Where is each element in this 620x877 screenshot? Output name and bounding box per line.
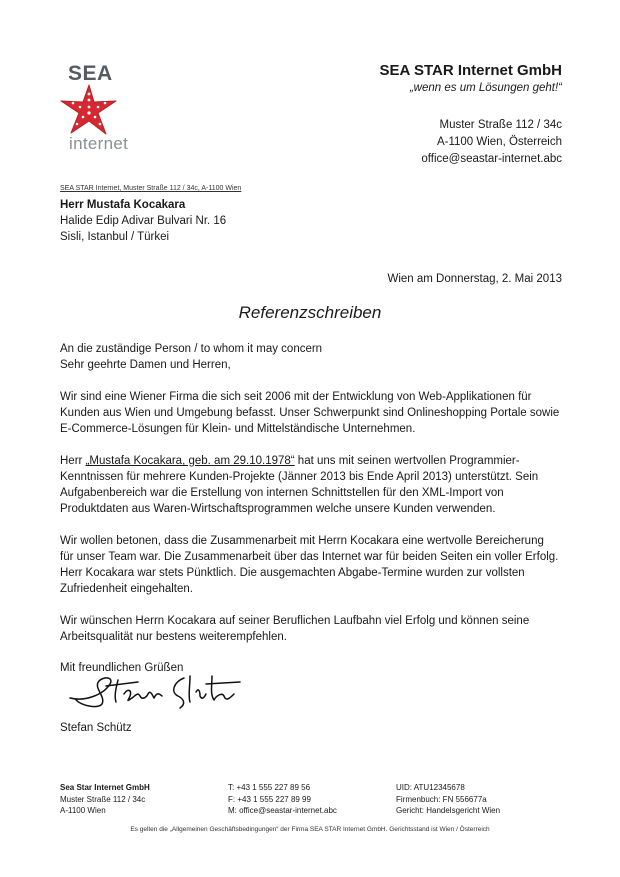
footer-city: A-1100 Wien — [60, 806, 106, 815]
logo-internet-text: internet — [69, 134, 129, 153]
sender-slogan: „wenn es um Lösungen geht!“ — [409, 82, 562, 94]
handwritten-signature — [66, 668, 246, 710]
letter-body — [60, 341, 560, 661]
signer-name: Stefan Schütz — [60, 722, 132, 734]
starfish-icon — [60, 84, 118, 136]
footer-uid: UID: ATU12345678 — [396, 783, 465, 792]
recipient-name: Herr Mustafa Kocakara — [60, 199, 186, 211]
salutation-line-1: An die zuständige Person / to whom it may concern — [60, 343, 323, 355]
paragraph-3: Wir wollen betonen, dass die Zusammenarbeit mit Herrn Kocakara eine wertvolle Bereicherung für unser Team war. Die Zusammenarbeit über das Internet war für beiden Seiten ein voller Erfolg. Herr Kocakara war stets Pünktlich. Die ausgemachten Abgabe-Termine wurden zur vollsten Zufriedenheit eingehalten. — [60, 535, 559, 595]
recipient-city: Sisli, Istanbul / Türkei — [60, 231, 170, 243]
paragraph-2 — [60, 453, 560, 517]
logo-sea-text: SEA — [68, 62, 113, 85]
letter-subject: Referenzschreiben — [238, 303, 382, 322]
footer-contact-column — [228, 782, 337, 817]
paragraph-2-prefix: Herr — [60, 455, 86, 467]
footer-phone: T: +43 1 555 227 89 56 — [228, 783, 311, 792]
company-logo — [58, 62, 148, 162]
sender-address — [379, 117, 562, 168]
letter-date: Wien am Donnerstag, 2. Mai 2013 — [387, 273, 562, 285]
footer-court: Gericht: Handelsgericht Wien — [396, 806, 501, 815]
return-address-line: SEA STAR Internet, Muster Straße 112 / 34c, A-1100 Wien — [60, 185, 242, 192]
footer-company: Sea Star Internet GmbH — [60, 783, 150, 792]
salutation-line-2: Sehr geehrte Damen und Herren, — [60, 359, 231, 371]
footer-company-column — [60, 782, 150, 817]
sender-company: SEA STAR Internet GmbH — [379, 62, 562, 79]
sender-street: Muster Straße 112 / 34c — [439, 119, 562, 131]
closing-greeting: Mit freundlichen Grüßen — [60, 662, 184, 674]
paragraph-2-rest: hat uns mit seinen wertvollen Programmier-Kenntnissen für mehrere Kunden-Projekte (Jänner 2013 bis Ende April 2013) unterstützt. Sein Aufgabenbereich war die Erstellung von internen Schnittstellen für den XML-Import von Produktdaten aus Waren-Wirtschaftsprogrammen welche unsere Kunden verwenden. — [60, 455, 539, 515]
sender-email: office@seastar-internet.abc — [421, 153, 562, 165]
footer-fax: F: +43 1 555 227 89 99 — [228, 794, 311, 804]
footer-mail: M: office@seastar-internet.abc — [228, 806, 337, 815]
paragraph-2-highlight: „Mustafa Kocakara, geb. am 29.10.1978“ — [85, 455, 295, 467]
footer-register: Firmenbuch: FN 556677a — [396, 794, 487, 804]
footer-legal-column — [396, 782, 500, 817]
paragraph-1: Wir sind eine Wiener Firma die sich seit 2006 mit der Entwicklung von Web-Applikationen für Kunden aus Wien und Umgebung befasst. Unser Schwerpunkt sind Onlineshopping Portale sowie E-Commerce-Lösungen für Klein- und Mittelständische Unternehmen. — [60, 391, 560, 435]
sender-city: A-1100 Wien, Österreich — [436, 136, 562, 148]
footer-street: Muster Straße 112 / 34c — [60, 794, 146, 804]
footer-terms: Es gelten die „Allgemeinen Geschäftsbedingungen“ der Firma SEA STAR Internet GmbH. Gerichtsstand ist Wien / Österreich — [130, 826, 490, 833]
sender-block — [379, 62, 562, 168]
paragraph-4: Wir wünschen Herrn Kocakara auf seiner Beruflichen Laufbahn viel Erfolg und können seine Arbeitsqualität nur bestens weiterempfehlen. — [60, 615, 530, 643]
recipient-block — [60, 197, 226, 245]
recipient-street: Halide Edip Adivar Bulvari Nr. 16 — [60, 215, 227, 227]
